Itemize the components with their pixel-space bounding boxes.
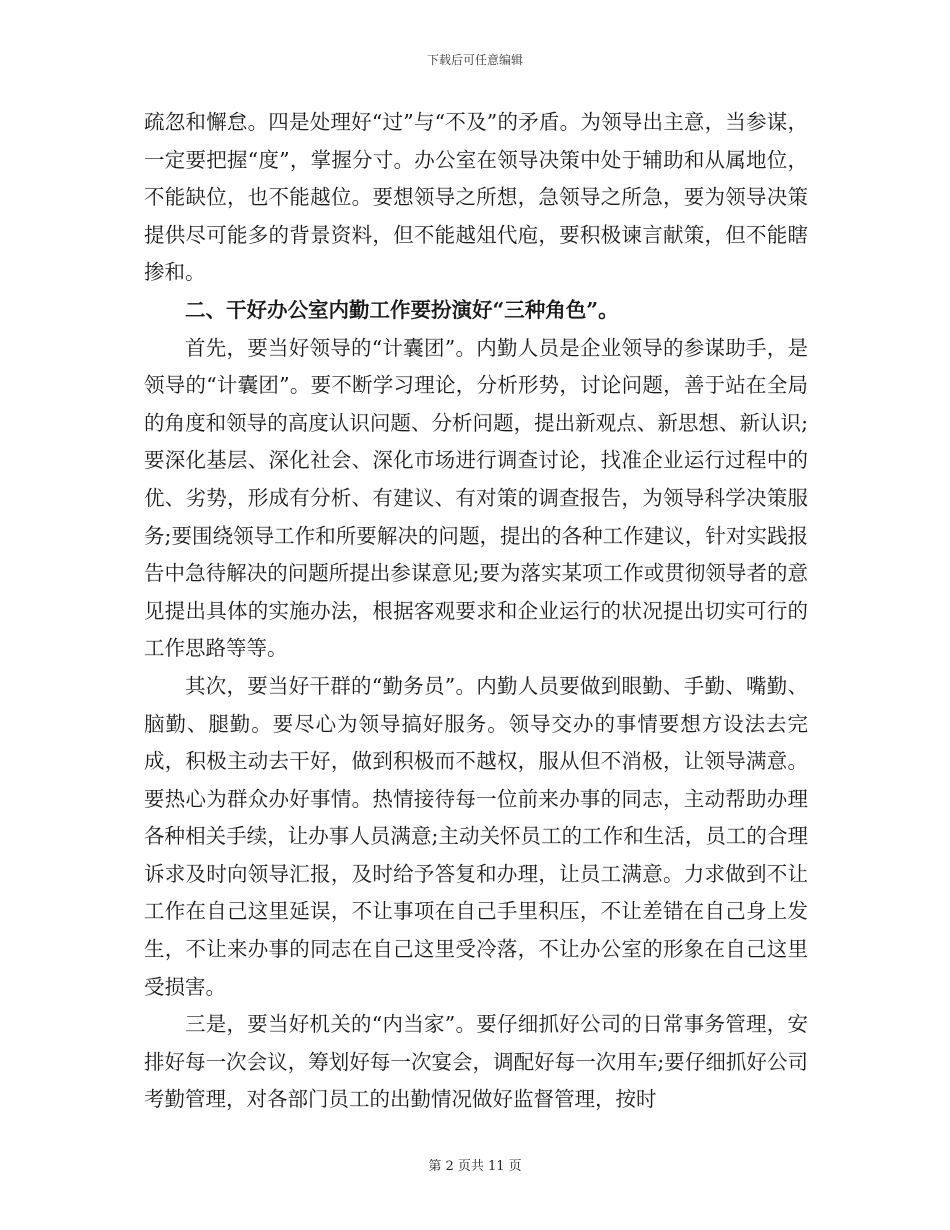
paragraph-continuation: 疏忽和懈怠。四是处理好“过”与“不及”的矛盾。为领导出主意，当参谋，一定要把握“度”，掌握分寸。办公室在领导决策中处于辅助和从属地位，不能缺位，也不能越位。要想领导之所想，急领导之所急，要为领导决策提供尽可能多的背景资料，但不能越俎代庖，要积极谏言献策，但不能瞎掺和。 xyxy=(144,110,808,285)
page-header: 下载后可任意编辑 xyxy=(426,53,523,67)
paragraph-first-role: 首先，要当好领导的“计囊团”。内勤人员是企业领导的参谋助手，是领导的“计囊团”。要不断学习理论，分析形势，讨论问题，善于站在全局的角度和领导的高度认识问题、分析问题，提出新观点、新思想、新认识;要深化基层、深化社会、深化市场进行调查讨论，找准企业运行过程中的优、劣势，形成有分析、有建议、有对策的调查报告，为领导科学决策服务;要围绕领导工作和所要解决的问题，提出的各种工作建议，针对实践报告中急待解决的问题所提出参谋意见;要为落实某项工作或贯彻领导者的意见提出具体的实施办法，根据客观要求和企业运行的状况提出切实可行的工作思路等等。 xyxy=(144,335,808,661)
paragraph-third-role: 三是，要当好机关的“内当家”。要仔细抓好公司的日常事务管理，安排好每一次会议，筹划好每一次宴会，调配好每一次用车;要仔细抓好公司考勤管理，对各部门员工的出勤情况做好监督管理，按时 xyxy=(144,1012,808,1112)
document-body xyxy=(144,104,808,1119)
page-number-footer: 第 2 页共 11 页 xyxy=(428,1159,522,1174)
paragraph-second-role: 其次，要当好干群的“勤务员”。内勤人员要做到眼勤、手勤、嘴勤、脑勤、腿勤。要尽心为领导搞好服务。领导交办的事情要想方设法去完成，积极主动去干好，做到积极而不越权，服从但不消极，让领导满意。要热心为群众办好事情。热情接待每一位前来办事的同志，主动帮助办理各种相关手续，让办事人员满意;主动关怀员工的工作和生活，员工的合理诉求及时向领导汇报，及时给予答复和办理，让员工满意。力求做到不让工作在自己这里延误，不让事项在自己手里积压，不让差错在自己身上发生，不让来办事的同志在自己这里受冷落，不让办公室的形象在自己这里受损害。 xyxy=(144,673,808,999)
section-heading: 二、干好办公室内勤工作要扮演好“三种角色”。 xyxy=(185,297,619,322)
